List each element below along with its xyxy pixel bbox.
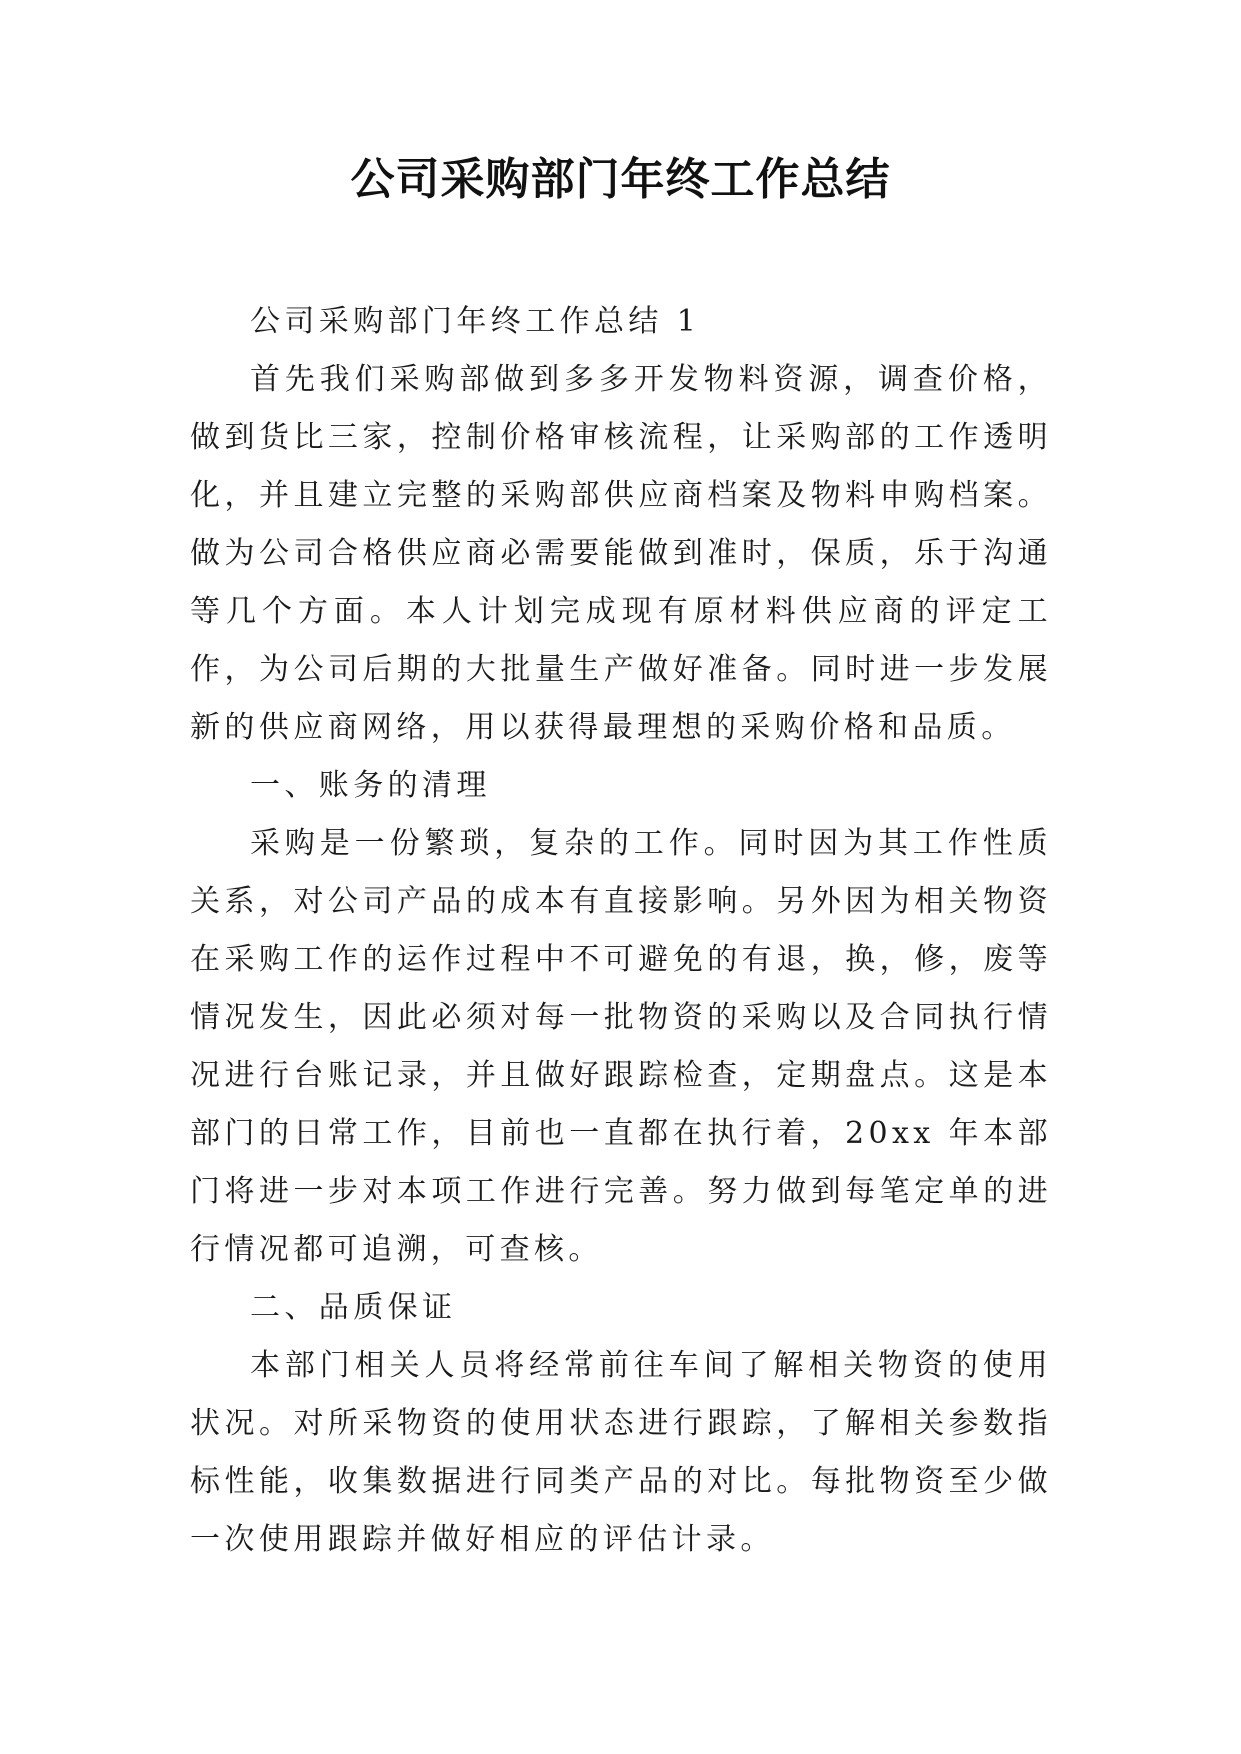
section-paragraph-accounts: 采购是一份繁琐，复杂的工作。同时因为其工作性质关系，对公司产品的成本有直接影响。另外因为相关物资在采购工作的运作过程中不可避免的有退，换，修，废等情况发生，因此必须对每一批物资的采购以及合同执行情况进行台账记录，并且做好跟踪检查，定期盘点。这是本部门的日常工作，目前也一直都在执行着，20xx 年本部门将进一步对本项工作进行完善。努力做到每笔定单的进行情况都可追溯，可查核。 xyxy=(190,826,1052,1267)
document-body xyxy=(190,293,1052,1569)
intro-paragraph: 首先我们采购部做到多多开发物料资源，调查价格，做到货比三家，控制价格审核流程，让采购部的工作透明化，并且建立完整的采购部供应商档案及物料申购档案。做为公司合格供应商必需要能做到准时，保质，乐于沟通等几个方面。本人计划完成现有原材料供应商的评定工作，为公司后期的大批量生产做好准备。同时进一步发展新的供应商网络，用以获得最理想的采购价格和品质。 xyxy=(190,362,1052,745)
section-paragraph-quality: 本部门相关人员将经常前往车间了解相关物资的使用状况。对所采物资的使用状态进行跟踪，了解相关参数指标性能，收集数据进行同类产品的对比。每批物资至少做一次使用跟踪并做好相应的评估计录。 xyxy=(190,1348,1052,1557)
subtitle: 公司采购部门年终工作总结 1 xyxy=(250,304,701,339)
section-heading-quality: 二、品质保证 xyxy=(250,1290,457,1325)
section-heading-accounts: 一、账务的清理 xyxy=(250,768,491,803)
document-title: 公司采购部门年终工作总结 xyxy=(350,154,891,205)
